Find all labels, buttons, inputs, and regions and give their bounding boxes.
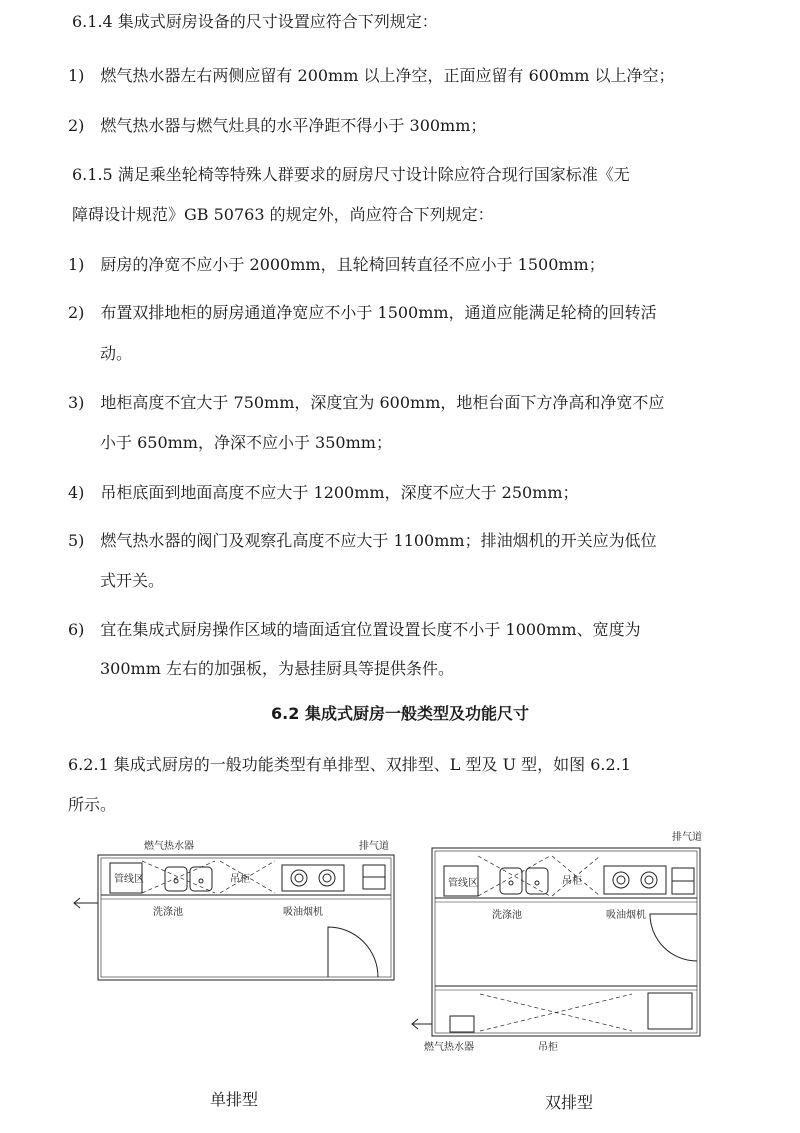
double-pipe-zone-label: 管线区 (448, 878, 478, 889)
double-flue-label: 排气道 (672, 832, 702, 843)
clause-6-1-4-item-1: 1) 燃气热水器左右两侧应留有 200mm 以上净空，正面应留有 600mm 以上净空； (68, 66, 675, 85)
clause-6-1-5-item-2-line-2: 动。 (100, 344, 133, 363)
clause-6-1-5-title-line-2: 障碍设计规范》GB 50763 的规定外，尚应符合下列规定： (72, 205, 494, 224)
double-wall-cabinet-label: 吊柜 (562, 876, 582, 887)
clause-6-2-1-line-2: 所示。 (68, 795, 117, 814)
single-row-kitchen-plan (70, 835, 400, 985)
single-flue-label: 排气道 (359, 841, 389, 852)
double-bottom-cabinet-label: 吊柜 (538, 1042, 558, 1053)
clause-6-2-1-line-1: 6.2.1 集成式厨房的一般功能类型有单排型、双排型、L 型及 U 型，如图 6.2.1 (68, 755, 631, 774)
clause-6-1-5-item-3-line-2: 小于 650mm，净深不应小于 350mm； (100, 433, 392, 452)
clause-6-1-5-item-5-line-1: 5) 燃气热水器的阀门及观察孔高度不应大于 1100mm；排油烟机的开关应为低位 (68, 531, 657, 550)
clause-6-1-5-title-line-1: 6.1.5 满足乘坐轮椅等特殊人群要求的厨房尺寸设计除应符合现行国家标准《无 (72, 165, 630, 184)
double-row-kitchen-plan (410, 826, 720, 1061)
double-hood-label: 吸油烟机 (606, 910, 646, 921)
single-sink-label: 洗涤池 (153, 907, 183, 918)
clause-6-1-5-item-5-line-2: 式开关。 (100, 571, 165, 590)
clause-6-1-5-item-6-line-2: 300mm 左右的加强板，为悬挂厨具等提供条件。 (100, 659, 454, 678)
clause-6-1-5-item-2-line-1: 2) 布置双排地柜的厨房通道净宽应不小于 1500mm，通道应能满足轮椅的回转活 (68, 303, 657, 322)
single-heater-label: 燃气热水器 (144, 841, 194, 852)
double-row-caption: 双排型 (545, 1093, 594, 1112)
clause-6-1-5-item-1: 1) 厨房的净宽不应小于 2000mm，且轮椅回转直径不应小于 1500mm； (68, 255, 605, 274)
section-heading: 6.2 集成式厨房一般类型及功能尺寸 (271, 704, 529, 723)
double-sink-label: 洗涤池 (492, 910, 522, 921)
clause-6-1-5-item-4: 4) 吊柜底面到地面高度不应大于 1200mm，深度不应大于 250mm； (68, 483, 579, 502)
single-wall-cabinet-label: 吊柜 (230, 874, 250, 885)
clause-6-1-5-item-3-line-1: 3) 地柜高度不宜大于 750mm，深度宜为 600mm，地柜台面下方净高和净宽不应 (68, 393, 665, 412)
clause-6-1-5-item-6-line-1: 6) 宜在集成式厨房操作区域的墙面适宜位置设置长度不小于 1000mm、宽度为 (68, 620, 641, 639)
single-pipe-zone-label: 管线区 (114, 874, 144, 885)
single-row-caption: 单排型 (210, 1090, 259, 1109)
clause-6-1-4-title: 6.1.4 集成式厨房设备的尺寸设置应符合下列规定： (72, 12, 438, 31)
clause-6-1-4-item-2: 2) 燃气热水器与燃气灶具的水平净距不得小于 300mm； (68, 116, 487, 135)
double-heater-label: 燃气热水器 (424, 1042, 474, 1053)
single-hood-label: 吸油烟机 (283, 907, 323, 918)
